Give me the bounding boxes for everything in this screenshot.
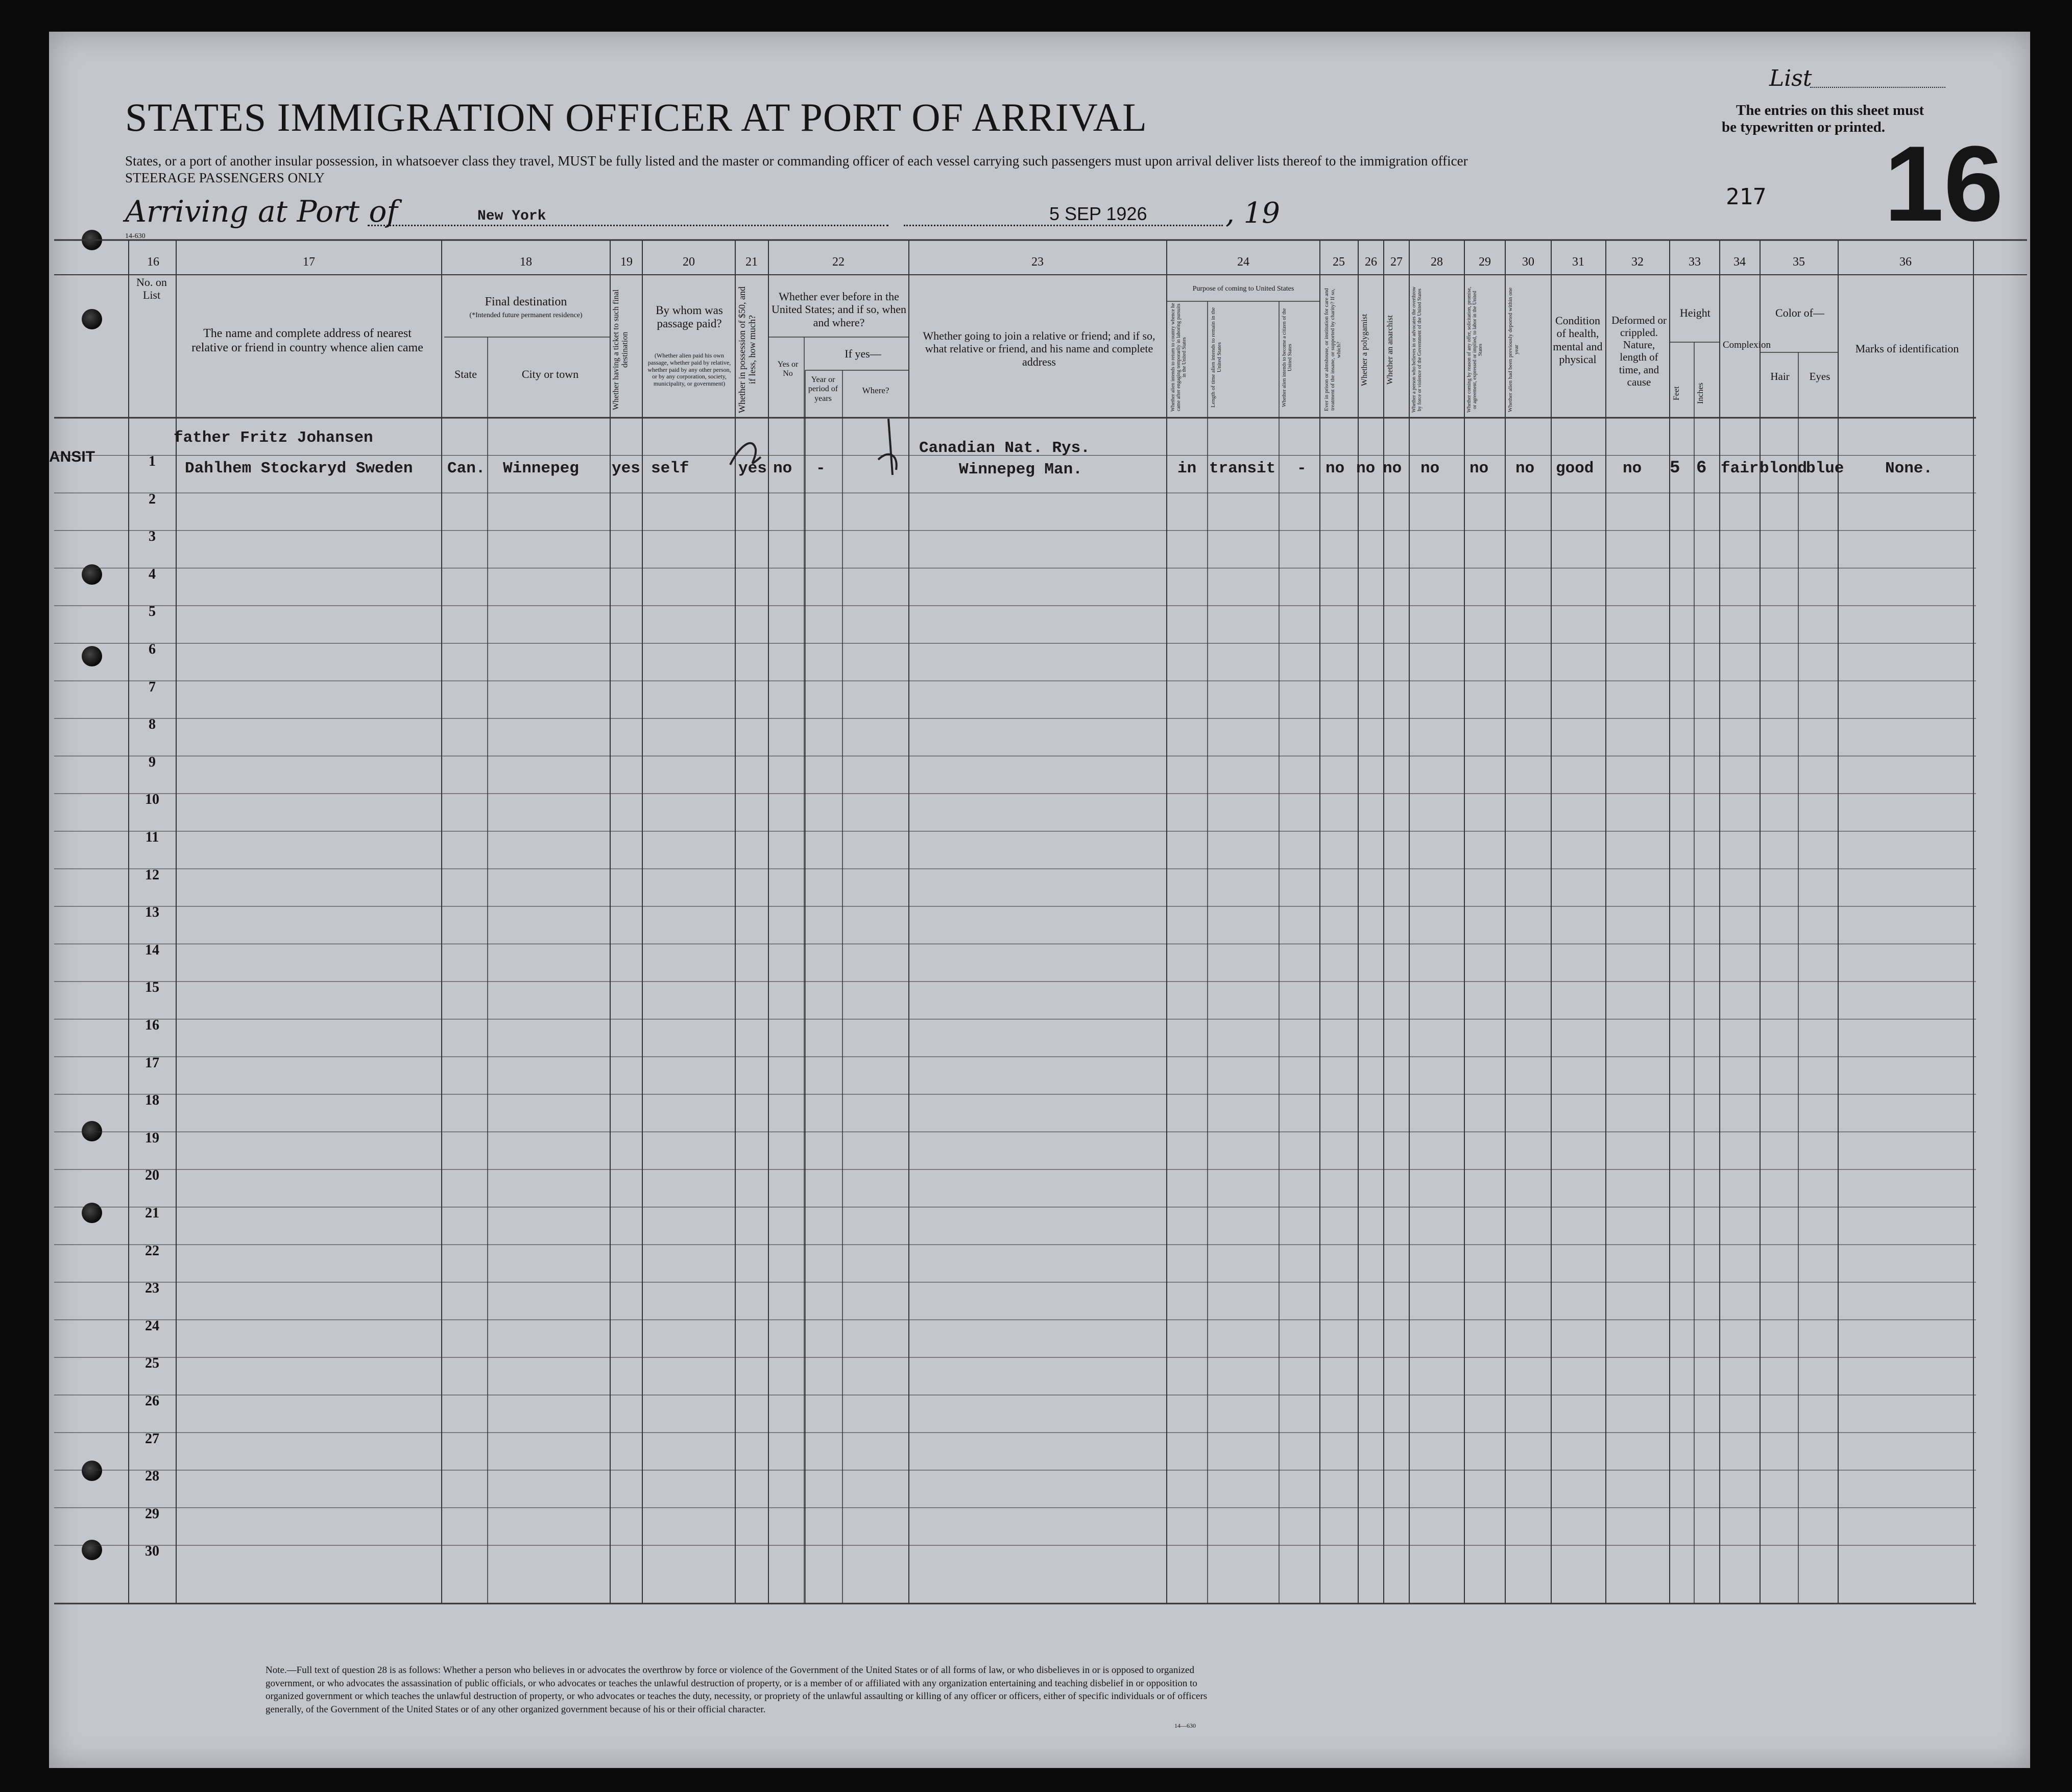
header-yes-no: Yes or No [777,360,799,378]
date-stamp: 5 SEP 1926 [1049,203,1147,224]
row-number: 10 [145,792,159,808]
entry-offer: no [1469,460,1489,477]
column-number: 16 [147,255,159,269]
handwritten-check-mark [725,434,771,475]
header-year-period: Year or period of years [808,375,838,403]
column-number: 34 [1733,255,1746,269]
row-number: 27 [145,1430,159,1447]
header-join-relative: Whether going to join a relative or friend; and if so, what relative or friend, and his name and complete address [923,329,1155,368]
entry-relative-line2: Dahlhem Stockaryd Sweden [185,460,413,477]
row-number: 29 [145,1506,159,1522]
instructions-line1: The entries on this sheet must [1736,102,1924,118]
row-number: 20 [145,1167,159,1184]
row-number: 3 [149,529,156,545]
column-number: 30 [1522,255,1534,269]
entry-health: good [1556,460,1594,477]
entry-anarchist: no [1383,460,1402,477]
row-number: 23 [145,1280,159,1297]
header-if-yes: If yes— [845,347,881,360]
column-number: 25 [1333,255,1345,269]
row-number: 2 [149,491,156,507]
header-passage-note: (Whether alien paid his own passage, whether paid by relative, whether paid by any other person, or by any corporation, society, municipality, or government) [647,352,731,388]
row-number: 9 [149,754,156,770]
header-prison: Ever in prison or almshouse, or institution for care and treatment of the insane, or supported by charity? If so, which? [1323,288,1342,412]
entry-money: yes [738,460,767,477]
column-number: 36 [1899,255,1912,269]
column-number: 22 [832,255,845,269]
row-number: 12 [145,867,159,883]
footnote: Note.—Full text of question 28 is as follows: Whether a person who believes in or advocates the overthrow by force or violence of the Government of the United States or of all forms of law, or who disbelieves in or is opposed to organized government, or who advocates the assassination of public officials, or who advocates or teaches the unlawful destruction of property, or is a member of or affiliated with any organization entertaining and teaching disbelief in or opposition to organized government or which teaches the unlawful destruction of property, or who advocates or teaches the duty, necessity, or propriety of the unlawful assaulting or killing of any officer or officers, either of specific individuals or of officers generally, of the Government of the United States or of any other organized government because of his or their official character. [266,1665,1208,1715]
entry-state: Can. [447,460,486,477]
footer-code: 14—630 [1174,1722,1196,1729]
margin-note: ANSIT [49,448,95,465]
entry-paid-by: self [651,460,689,477]
column-number: 20 [683,255,695,269]
header-purpose-citizen: Whether alien intends to become a citizen of the United States [1282,308,1293,407]
row-number: 19 [145,1130,159,1146]
entry-purpose: in [1177,460,1197,477]
header-deformed: Deformed or crippled. Nature, length of time, and cause [1611,314,1667,388]
header-ticket: Whether having a ticket to such final destination [612,289,630,411]
column-number: 27 [1390,255,1403,269]
column-number: 31 [1572,255,1584,269]
row-number: 5 [149,604,156,620]
entry-year: - [816,460,826,477]
column-number: 29 [1479,255,1491,269]
row-number: 28 [145,1468,159,1485]
header-health: Condition of health, mental and physical [1553,314,1603,366]
steerage-note: STEERAGE PASSENGERS ONLY [125,170,325,185]
row-number: 8 [149,716,156,733]
entry-feet: 5 [1670,459,1680,478]
row-number: 7 [149,679,156,695]
stamp-number: 217 [1726,184,1767,210]
row-number: 22 [145,1243,159,1259]
header-color: Color of— [1775,306,1824,319]
header-offer: Whether coming by reason of any offer, solicitation, promise, or agreement, expressed or implied, to labor in the United States [1466,286,1483,413]
row-number: 14 [145,942,159,958]
header-city: City or town [521,368,579,380]
column-number: 33 [1689,255,1701,269]
row-number: 24 [145,1318,159,1334]
entry-polygamist: no [1356,460,1376,477]
row-number: 30 [145,1543,159,1560]
column-number: 21 [745,255,758,269]
column-number: 35 [1793,255,1805,269]
year-prefix: , 19 [1225,197,1280,230]
arriving-label: Arriving at Port of [125,194,398,229]
column-number: 28 [1431,255,1443,269]
row-number: 4 [149,566,156,582]
header-final-destination-note: (*Intended future permanent residence) [469,312,583,319]
row-number: 16 [145,1017,159,1033]
entry-citizen: - [1297,460,1307,477]
header-relative: The name and complete address of nearest relative or friend in country whence alien came [191,327,423,354]
header-before-us: Whether ever before in the United States; and if so, when and where? [772,290,906,329]
entry-overthrow: no [1420,460,1440,477]
entry-before-us: no [773,460,792,477]
header-polygamist: Whether a polygamist [1360,314,1369,386]
entry-join-line2: Winnepeg Man. [959,461,1082,479]
row-number: 25 [145,1355,159,1372]
port-value: New York [477,208,546,224]
column-number: 19 [620,255,633,269]
header-height: Height [1680,306,1710,319]
column-number: 26 [1365,255,1377,269]
row-number: 6 [149,641,156,657]
entry-marks: None. [1885,460,1933,477]
column-number: 17 [303,255,315,269]
entry-hair: blond [1760,460,1808,477]
header-where: Where? [862,386,889,395]
row-number: 1 [149,453,156,469]
header-eyes: Eyes [1809,370,1830,383]
header-no-on-list: No. on List [136,276,167,302]
header-anarchist: Whether an anarchist [1386,315,1394,385]
list-label: List [1769,65,1812,91]
entry-relative-line1: father Fritz Johansen [174,429,373,447]
header-inches: Inches [1696,383,1705,404]
row-number: 13 [145,904,159,921]
sheet-number: 16 [1884,124,2004,244]
row-number: 15 [145,979,159,996]
row-number: 11 [145,829,159,845]
header-complexion: Complexion [1723,340,1771,350]
header-overthrow: Whether a person who believes in or advocates the overthrow by force or violence of the Government of the United States [1411,286,1423,413]
column-number: 18 [520,255,532,269]
entry-join-line1: Canadian Nat. Rys. [919,439,1090,457]
header-money: Whether in possession of $50, and if less, how much? [737,286,757,413]
header-purpose-return: Whether alien intends to return to country whence he came after engaging temporarily in laboring pursuits in the United States [1170,303,1187,412]
header-deported: Whether alien had been previously deported within one year [1507,287,1520,413]
form-subtitle: States, or a port of another insular possession, in whatsoever class they travel, MUST be fully listed and the master or commanding officer of each vessel carrying such passengers must upon arrival deliver lists thereof to the immigration officer [125,153,1468,169]
header-final-destination: Final destination [485,295,567,308]
header-purpose-length: Length of time alien intends to remain in the United States [1210,307,1223,408]
entry-inches: 6 [1696,459,1707,478]
entry-eyes: blue [1806,460,1844,477]
form-title: STATES IMMIGRATION OFFICER AT PORT OF ARRIVAL [125,95,1147,139]
row-number: 21 [145,1205,159,1221]
header-marks: Marks of identification [1855,342,1959,355]
entry-prison: no [1326,460,1345,477]
row-number: 26 [145,1393,159,1409]
header-feet: Feet [1672,386,1681,400]
entry-city: Winnepeg [503,460,579,477]
header-hair: Hair [1770,370,1790,383]
entry-deported: no [1515,460,1535,477]
entry-length: transit [1209,460,1276,477]
form-code: 14-630 [125,232,146,240]
instructions-line2: be typewritten or printed. [1722,119,1886,135]
column-number: 23 [1031,255,1044,269]
entry-complexion: fair [1721,460,1759,477]
entry-deformed: no [1623,460,1642,477]
row-number: 18 [145,1092,159,1109]
header-state: State [454,368,477,380]
column-number: 32 [1631,255,1644,269]
column-number: 24 [1237,255,1249,269]
handwritten-check-mark [873,414,914,480]
row-number: 17 [145,1055,159,1071]
header-purpose: Purpose of coming to United States [1192,285,1294,293]
entry-ticket: yes [612,460,640,477]
header-passage-paid: By whom was passage paid? [656,304,723,330]
